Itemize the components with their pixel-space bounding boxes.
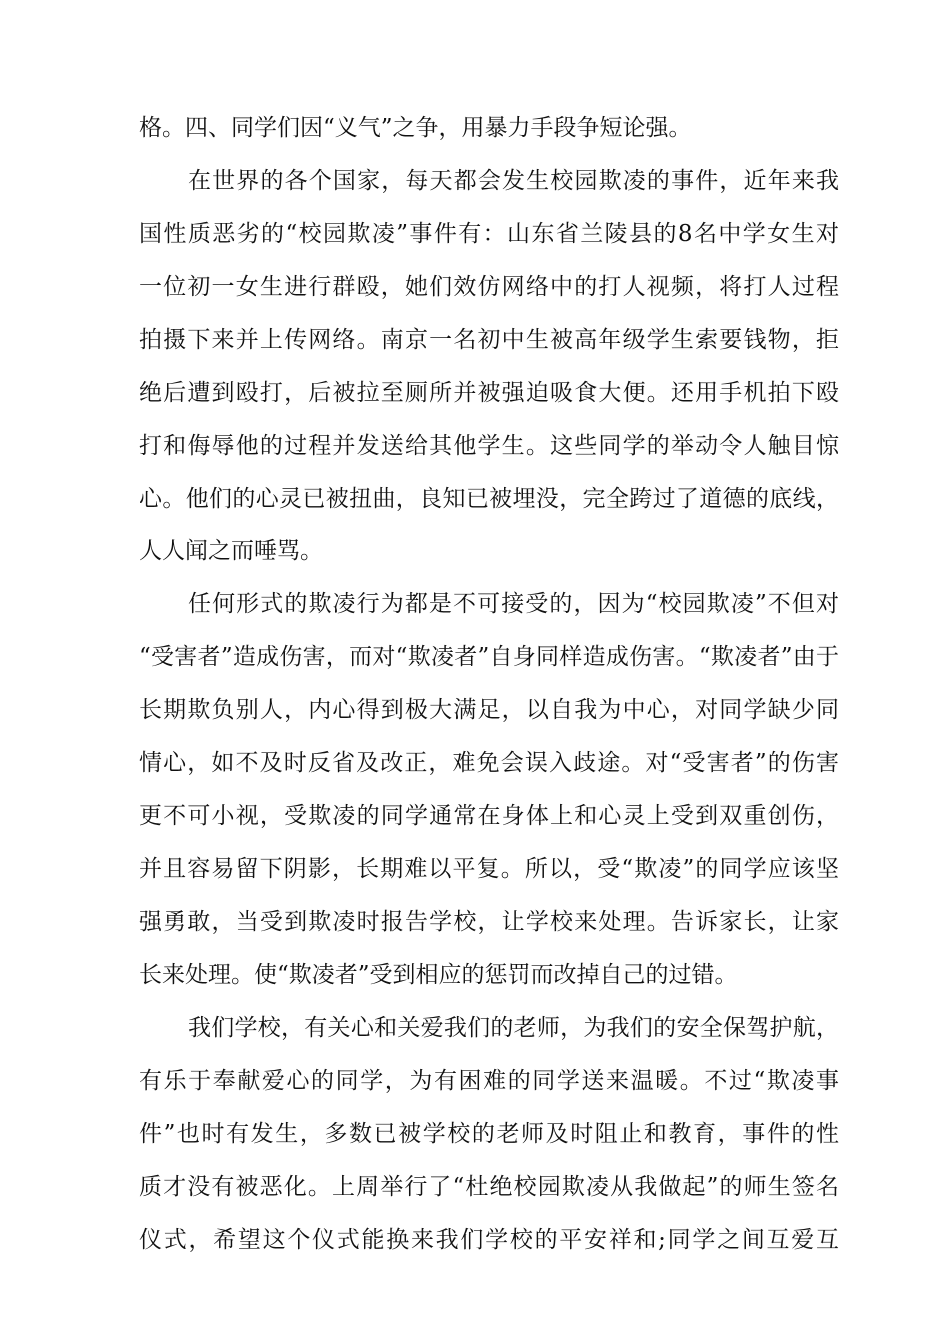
text-line: 拍摄下来并上传网络。南京一名初中生被高年级学生索要钱物，拒	[139, 327, 839, 353]
text-line: 打和侮辱他的过程并发送给其他学生。这些同学的举动令人触目惊	[139, 433, 839, 459]
text-line: 强勇敢，当受到欺凌时报告学校，让学校来处理。告诉家长，让家	[139, 909, 839, 935]
text-line: 质才没有被恶化。上周举行了“杜绝校园欺凌从我做起”的师生签名	[139, 1174, 839, 1200]
text-line: 绝后遭到殴打，后被拉至厕所并被强迫吸食大便。还用手机拍下殴	[139, 380, 839, 406]
text-line: “受害者”造成伤害，而对“欺凌者”自身同样造成伤害。“欺凌者”由于	[139, 644, 839, 670]
text-line: 情心，如不及时反省及改正，难免会误入歧途。对“受害者”的伤害	[139, 750, 839, 776]
text-line: 格。四、同学们因“义气”之争，用暴力手段争短论强。	[139, 115, 692, 141]
paragraph-start-line: 任何形式的欺凌行为都是不可接受的，因为“校园欺凌”不但对	[188, 591, 839, 617]
text-line: 仪式，希望这个仪式能换来我们学校的平安祥和;同学之间互爱互	[139, 1227, 839, 1253]
text-line: 国性质恶劣的“校园欺凌”事件有：山东省兰陵县的8名中学女生对	[139, 221, 839, 247]
text-line: 有乐于奉献爱心的同学，为有困难的同学送来温暖。不过“欺凌事	[139, 1068, 839, 1094]
text-line: 人人闻之而唾骂。	[139, 538, 323, 564]
paragraph-start-line: 在世界的各个国家，每天都会发生校园欺凌的事件，近年来我	[188, 168, 839, 194]
text-line: 更不可小视，受欺凌的同学通常在身体上和心灵上受到双重创伤，	[139, 803, 839, 829]
text-line: 长期欺负别人，内心得到极大满足，以自我为中心，对同学缺少同	[139, 697, 839, 723]
paragraph-start-line: 我们学校，有关心和关爱我们的老师，为我们的安全保驾护航，	[188, 1015, 839, 1041]
text-line: 心。他们的心灵已被扭曲，良知已被埋没，完全跨过了道德的底线，	[139, 486, 839, 512]
text-line: 件”也时有发生，多数已被学校的老师及时阻止和教育，事件的性	[139, 1121, 839, 1147]
text-line: 一位初一女生进行群殴，她们效仿网络中的打人视频，将打人过程	[139, 274, 839, 300]
text-line: 并且容易留下阴影，长期难以平复。所以，受“欺凌”的同学应该坚	[139, 856, 839, 882]
text-line: 长来处理。使“欺凌者”受到相应的惩罚而改掉自己的过错。	[139, 962, 738, 988]
